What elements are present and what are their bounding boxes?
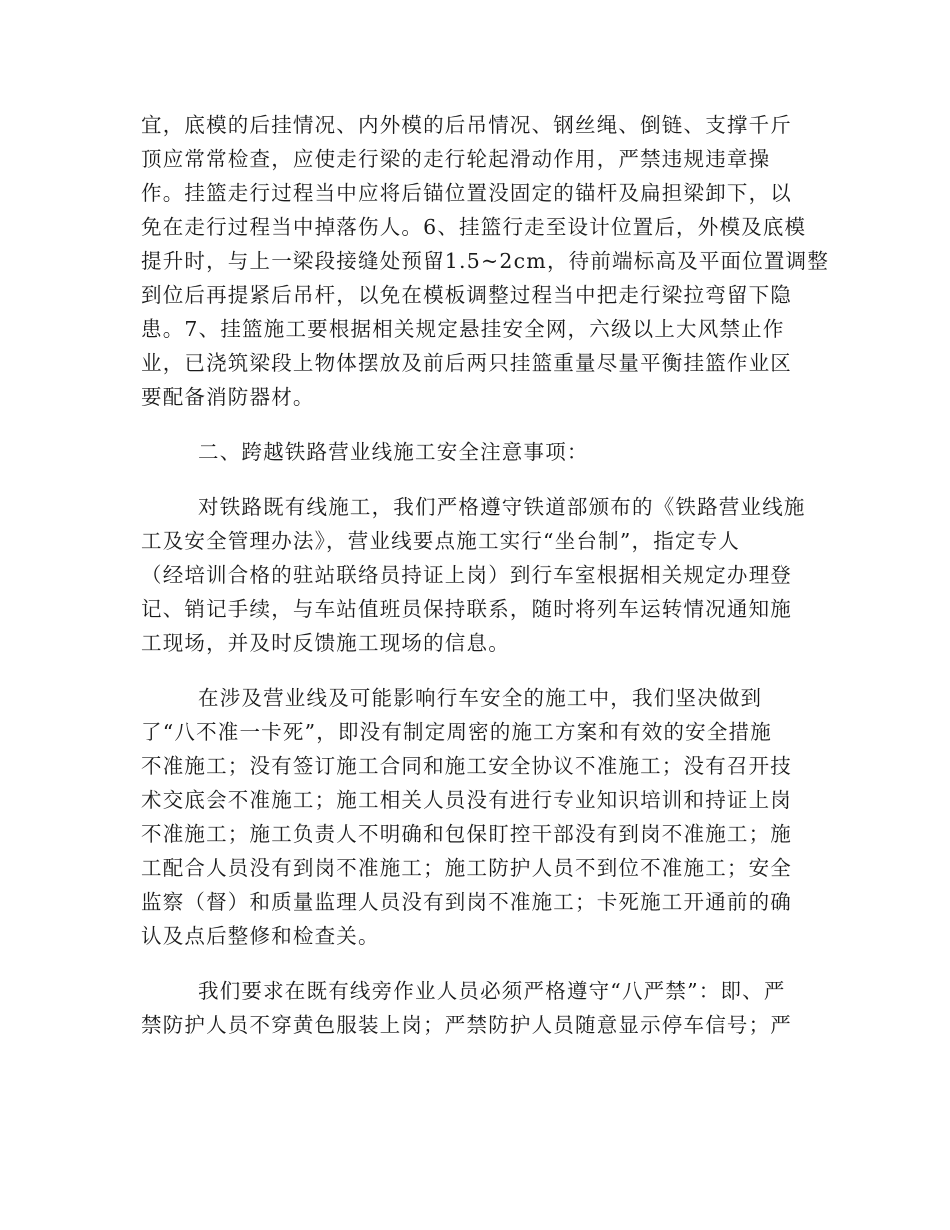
text-line: 工配合人员没有到岗不准施工；施工防护人员不到位不准施工；安全 <box>141 856 792 880</box>
text-line: 我们要求在既有线旁作业人员必须严格遵守“八严禁”：即、严 <box>198 979 786 1003</box>
text-line: 监察（督）和质量监理人员没有到岗不准施工；卡死施工开通前的确 <box>141 890 792 914</box>
section-heading: 二、跨越铁路营业线施工安全注意事项： <box>198 440 589 464</box>
paragraph-hanging-basket-safety <box>141 108 830 414</box>
text-line: 术交底会不准施工；施工相关人员没有进行专业知识培训和持证上岗 <box>141 788 792 812</box>
text-line: 不准施工；没有签订施工合同和施工安全协议不准施工；没有召开技 <box>141 754 792 778</box>
text-line: 业，已浇筑梁段上物体摆放及前后两只挂篮重量尽量平衡挂篮作业区 <box>141 351 792 375</box>
text-line: 不准施工；施工负责人不明确和包保盯控干部没有到岗不准施工；施 <box>141 822 792 846</box>
text-line: 作。挂篮走行过程当中应将后锚位置没固定的锚杆及扁担梁卸下，以 <box>141 181 792 205</box>
text-line: 了“八不准一卡死”，即没有制定周密的施工方案和有效的安全措施 <box>141 720 772 744</box>
text-line: 到位后再提紧后吊杆，以免在模板调整过程当中把走行梁拉弯留下隐 <box>141 283 792 307</box>
text-line: 在涉及营业线及可能影响行车安全的施工中，我们坚决做到 <box>198 686 763 710</box>
text-line: 认及点后整修和检查关。 <box>141 924 380 948</box>
text-line: 宜，底模的后挂情况、内外模的后吊情况、钢丝绳、倒链、支撑千斤 <box>141 113 792 137</box>
text-line: 顶应常常检查，应使走行梁的走行轮起滑动作用，严禁违规违章操 <box>141 147 771 171</box>
paragraph-eight-prohibitions <box>141 681 809 953</box>
text-line: 要配备消防器材。 <box>141 385 315 409</box>
text-line: 对铁路既有线施工，我们严格遵守铁道部颁布的《铁路营业线施 <box>198 495 806 519</box>
document-body <box>141 108 830 1042</box>
paragraph-eight-strict-bans <box>141 974 809 1042</box>
text-line: 工现场，并及时反馈施工现场的信息。 <box>141 631 510 655</box>
text-line: 免在走行过程当中掉落伤人。6、挂篮行走至设计位置后，外模及底模 <box>141 215 807 239</box>
paragraph-existing-line-construction <box>141 490 809 660</box>
section-heading-railway-crossing <box>141 435 809 469</box>
text-line: 患。7、挂篮施工要根据相关规定悬挂安全网，六级以上大风禁止作 <box>141 317 785 341</box>
text-line: （经培训合格的驻站联络员持证上岗）到行车室根据相关规定办理登 <box>141 563 792 587</box>
text-line: 记、销记手续，与车站值班员保持联系，随时将列车运转情况通知施 <box>141 597 792 621</box>
text-line: 工及安全管理办法》，营业线要点施工实行“坐台制”，指定专人 <box>141 529 741 553</box>
text-line: 提升时，与上一梁段接缝处预留1.5~2cm，待前端标高及平面位置调整 <box>141 249 830 273</box>
text-line: 禁防护人员不穿黄色服装上岗；严禁防护人员随意显示停车信号；严 <box>141 1013 792 1037</box>
